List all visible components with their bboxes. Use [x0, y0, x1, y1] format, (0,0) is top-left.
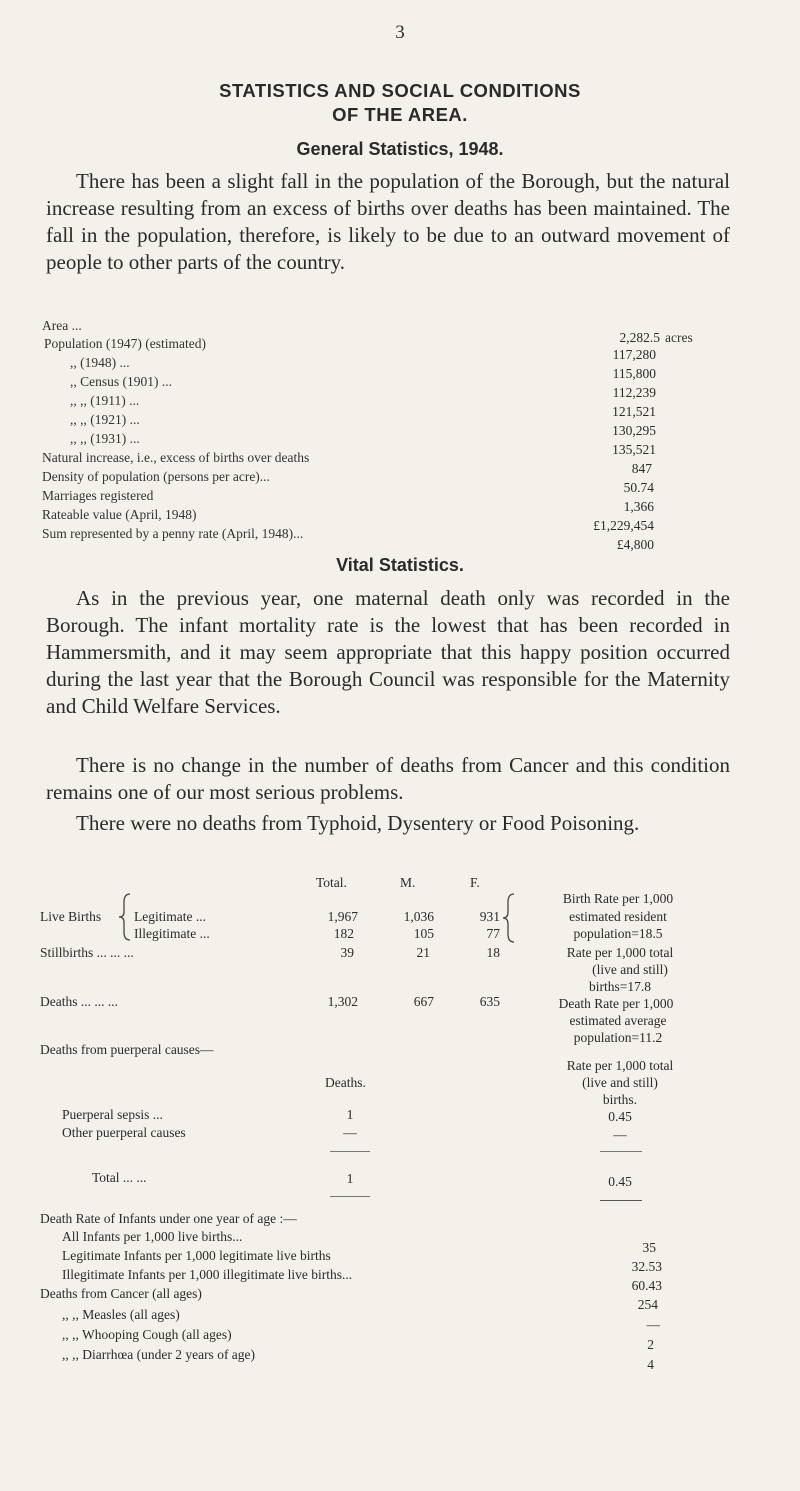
stat-value-census1911: 121,521: [612, 404, 656, 419]
note-death-rate-1: Death Rate per 1,000: [558, 996, 674, 1011]
puerperal-total-label: Total ... ...: [92, 1170, 147, 1185]
stat-value-census1931: 135,521: [612, 442, 656, 457]
stat-value-pop1947: 117,280: [612, 347, 656, 362]
birth-rate-brace: [502, 892, 516, 944]
puerperal-sepsis-label: Puerperal sepsis ...: [62, 1107, 163, 1122]
infant-row-legit-label: Legitimate Infants per 1,000 legitimate live births: [62, 1248, 331, 1263]
stillbirths-total: 39: [340, 945, 354, 960]
stat-label-pop1948: ,, (1948) ...: [70, 355, 130, 370]
puerperal-rule-rate-top: [600, 1151, 642, 1152]
illegitimate-m: 105: [413, 926, 434, 941]
deaths-label: Deaths ... ... ...: [40, 994, 118, 1009]
puerperal-heading: Deaths from puerperal causes—: [40, 1042, 214, 1057]
note-still-rate-3: births=17.8: [589, 979, 651, 994]
stat-label-rateable-value: Rateable value (April, 1948): [42, 507, 197, 522]
infant-row-illegit-label: Illegitimate Infants per 1,000 illegitimate live births...: [62, 1267, 353, 1282]
stat-label-penny-rate: Sum represented by a penny rate (April, 1948)...: [42, 526, 304, 541]
stat-label-census1901: ,, Census (1901) ...: [70, 374, 172, 389]
stat-label-density: Density of population (persons per acre)...: [42, 469, 270, 484]
puerperal-rule-deaths-top: [330, 1151, 370, 1152]
note-still-rate-1: Rate per 1,000 total: [566, 945, 674, 960]
puerperal-col-deaths: Deaths.: [325, 1075, 366, 1090]
infant-row-measles-label: ,, ,, Measles (all ages): [62, 1307, 180, 1322]
illegitimate-total: 182: [333, 926, 354, 941]
stat-label-natural-increase: Natural increase, i.e., excess of births over deaths: [42, 450, 310, 465]
deaths-total: 1,302: [327, 994, 358, 1009]
stat-value-natural-increase: 847: [631, 461, 652, 476]
stat-label-census1911: ,, ,, (1911) ...: [70, 393, 140, 408]
puerperal-other-rate: —: [613, 1127, 627, 1142]
vital-paragraph-2: There is no change in the number of deaths from Cancer and this condition remains one of our most serious problems.: [46, 753, 730, 804]
puerperal-total-rate: 0.45: [608, 1174, 632, 1189]
stat-value-marriages: 1,366: [623, 499, 654, 514]
stat-label-pop1947: Population (1947) (estimated): [44, 336, 206, 351]
legitimate-total: 1,967: [327, 909, 358, 924]
note-death-rate-2: estimated average: [569, 1013, 667, 1028]
stat-value-census1921: 130,295: [612, 423, 656, 438]
vital-paragraph-3: There were no deaths from Typhoid, Dysentery or Food Poisoning.: [76, 811, 640, 835]
stat-value-area: 2,282.5: [619, 330, 660, 345]
vital-paragraph-1: As in the previous year, one maternal death only was recorded in the Borough. The infant mortality rate is the lowest that has been recorded in Hammersmith, and it may seem appropriate that this happy position occurred during the last year that the Borough Council was responsible for the Maternity and Child Welfare Services.: [46, 586, 730, 718]
stat-value-census1901: 112,239: [612, 385, 656, 400]
stillbirths-label: Stillbirths ... ... ...: [40, 945, 134, 960]
page-number: 3: [395, 22, 405, 43]
live-births-brace: [118, 892, 132, 942]
infant-row-whooping-label: ,, ,, Whooping Cough (all ages): [62, 1327, 232, 1342]
infant-row-illegit-value: 60.43: [631, 1278, 662, 1293]
puerperal-rule-rate-bottom: [600, 1200, 642, 1201]
stat-value-penny-rate: £4,800: [616, 537, 654, 552]
stat-label-marriages: Marriages registered: [42, 488, 154, 503]
infant-row-whooping-value: 2: [647, 1337, 654, 1352]
illegitimate-f: 77: [486, 926, 500, 941]
note-birth-rate-1: Birth Rate per 1,000: [562, 891, 674, 906]
col-header-m: M.: [400, 875, 416, 890]
deaths-m: 667: [413, 994, 434, 1009]
puerperal-rule-deaths-bottom: [330, 1196, 370, 1197]
stat-unit-area: acres: [665, 330, 693, 345]
section-title-line2: OF THE AREA.: [332, 104, 468, 125]
stat-value-density: 50.74: [623, 480, 654, 495]
section-title-line1: STATISTICS AND SOCIAL CONDITIONS: [219, 80, 581, 101]
puerperal-col-rate-2: (live and still): [582, 1075, 658, 1090]
infant-row-diarrhoea-value: 4: [647, 1357, 654, 1372]
intro-paragraph: There has been a slight fall in the population of the Borough, but the natural increase resulting from an excess of births over deaths has been maintained. The fall in the population, therefore, is likely to be due to an outward movement of people to other parts of the country.: [46, 169, 730, 274]
stat-value-rateable-value: £1,229,454: [593, 518, 654, 533]
legitimate-m: 1,036: [403, 909, 434, 924]
general-statistics-heading: General Statistics, 1948.: [296, 139, 504, 159]
stillbirths-f: 18: [486, 945, 500, 960]
note-still-rate-2: (live and still): [592, 962, 668, 977]
stat-label-area: Area ...: [42, 318, 82, 333]
legitimate-label: Legitimate ...: [134, 909, 206, 924]
infant-row-cancer-label: Deaths from Cancer (all ages): [40, 1286, 202, 1301]
puerperal-sepsis-deaths: 1: [346, 1107, 354, 1122]
puerperal-other-deaths: —: [343, 1125, 357, 1140]
puerperal-col-rate-1: Rate per 1,000 total: [566, 1058, 674, 1073]
note-death-rate-3: population=11.2: [573, 1030, 663, 1045]
infant-row-measles-value: —: [646, 1317, 660, 1332]
infant-row-cancer-value: 254: [637, 1297, 658, 1312]
deaths-f: 635: [479, 994, 500, 1009]
note-birth-rate-3: population=18.5: [573, 926, 663, 941]
infant-heading: Death Rate of Infants under one year of age :—: [40, 1211, 297, 1226]
stat-label-census1921: ,, ,, (1921) ...: [70, 412, 140, 427]
col-header-f: F.: [470, 875, 480, 890]
infant-row-legit-value: 32.53: [631, 1259, 662, 1274]
live-births-label: Live Births: [40, 909, 102, 924]
note-birth-rate-2: estimated resident: [569, 909, 667, 924]
puerperal-col-rate-3: births.: [602, 1092, 638, 1107]
stat-label-census1931: ,, ,, (1931) ...: [70, 431, 140, 446]
stat-value-pop1948: 115,800: [612, 366, 656, 381]
illegitimate-label: Illegitimate ...: [134, 926, 210, 941]
col-header-total: Total.: [316, 875, 347, 890]
puerperal-other-label: Other puerperal causes: [62, 1125, 186, 1140]
infant-row-all-label: All Infants per 1,000 live births...: [62, 1229, 243, 1244]
infant-row-all-value: 35: [642, 1240, 656, 1255]
puerperal-total-deaths: 1: [346, 1171, 354, 1186]
infant-row-diarrhoea-label: ,, ,, Diarrhœa (under 2 years of age): [62, 1347, 256, 1362]
vital-statistics-heading: Vital Statistics.: [336, 555, 464, 575]
puerperal-sepsis-rate: 0.45: [608, 1109, 632, 1124]
stillbirths-m: 21: [416, 945, 430, 960]
legitimate-f: 931: [479, 909, 500, 924]
